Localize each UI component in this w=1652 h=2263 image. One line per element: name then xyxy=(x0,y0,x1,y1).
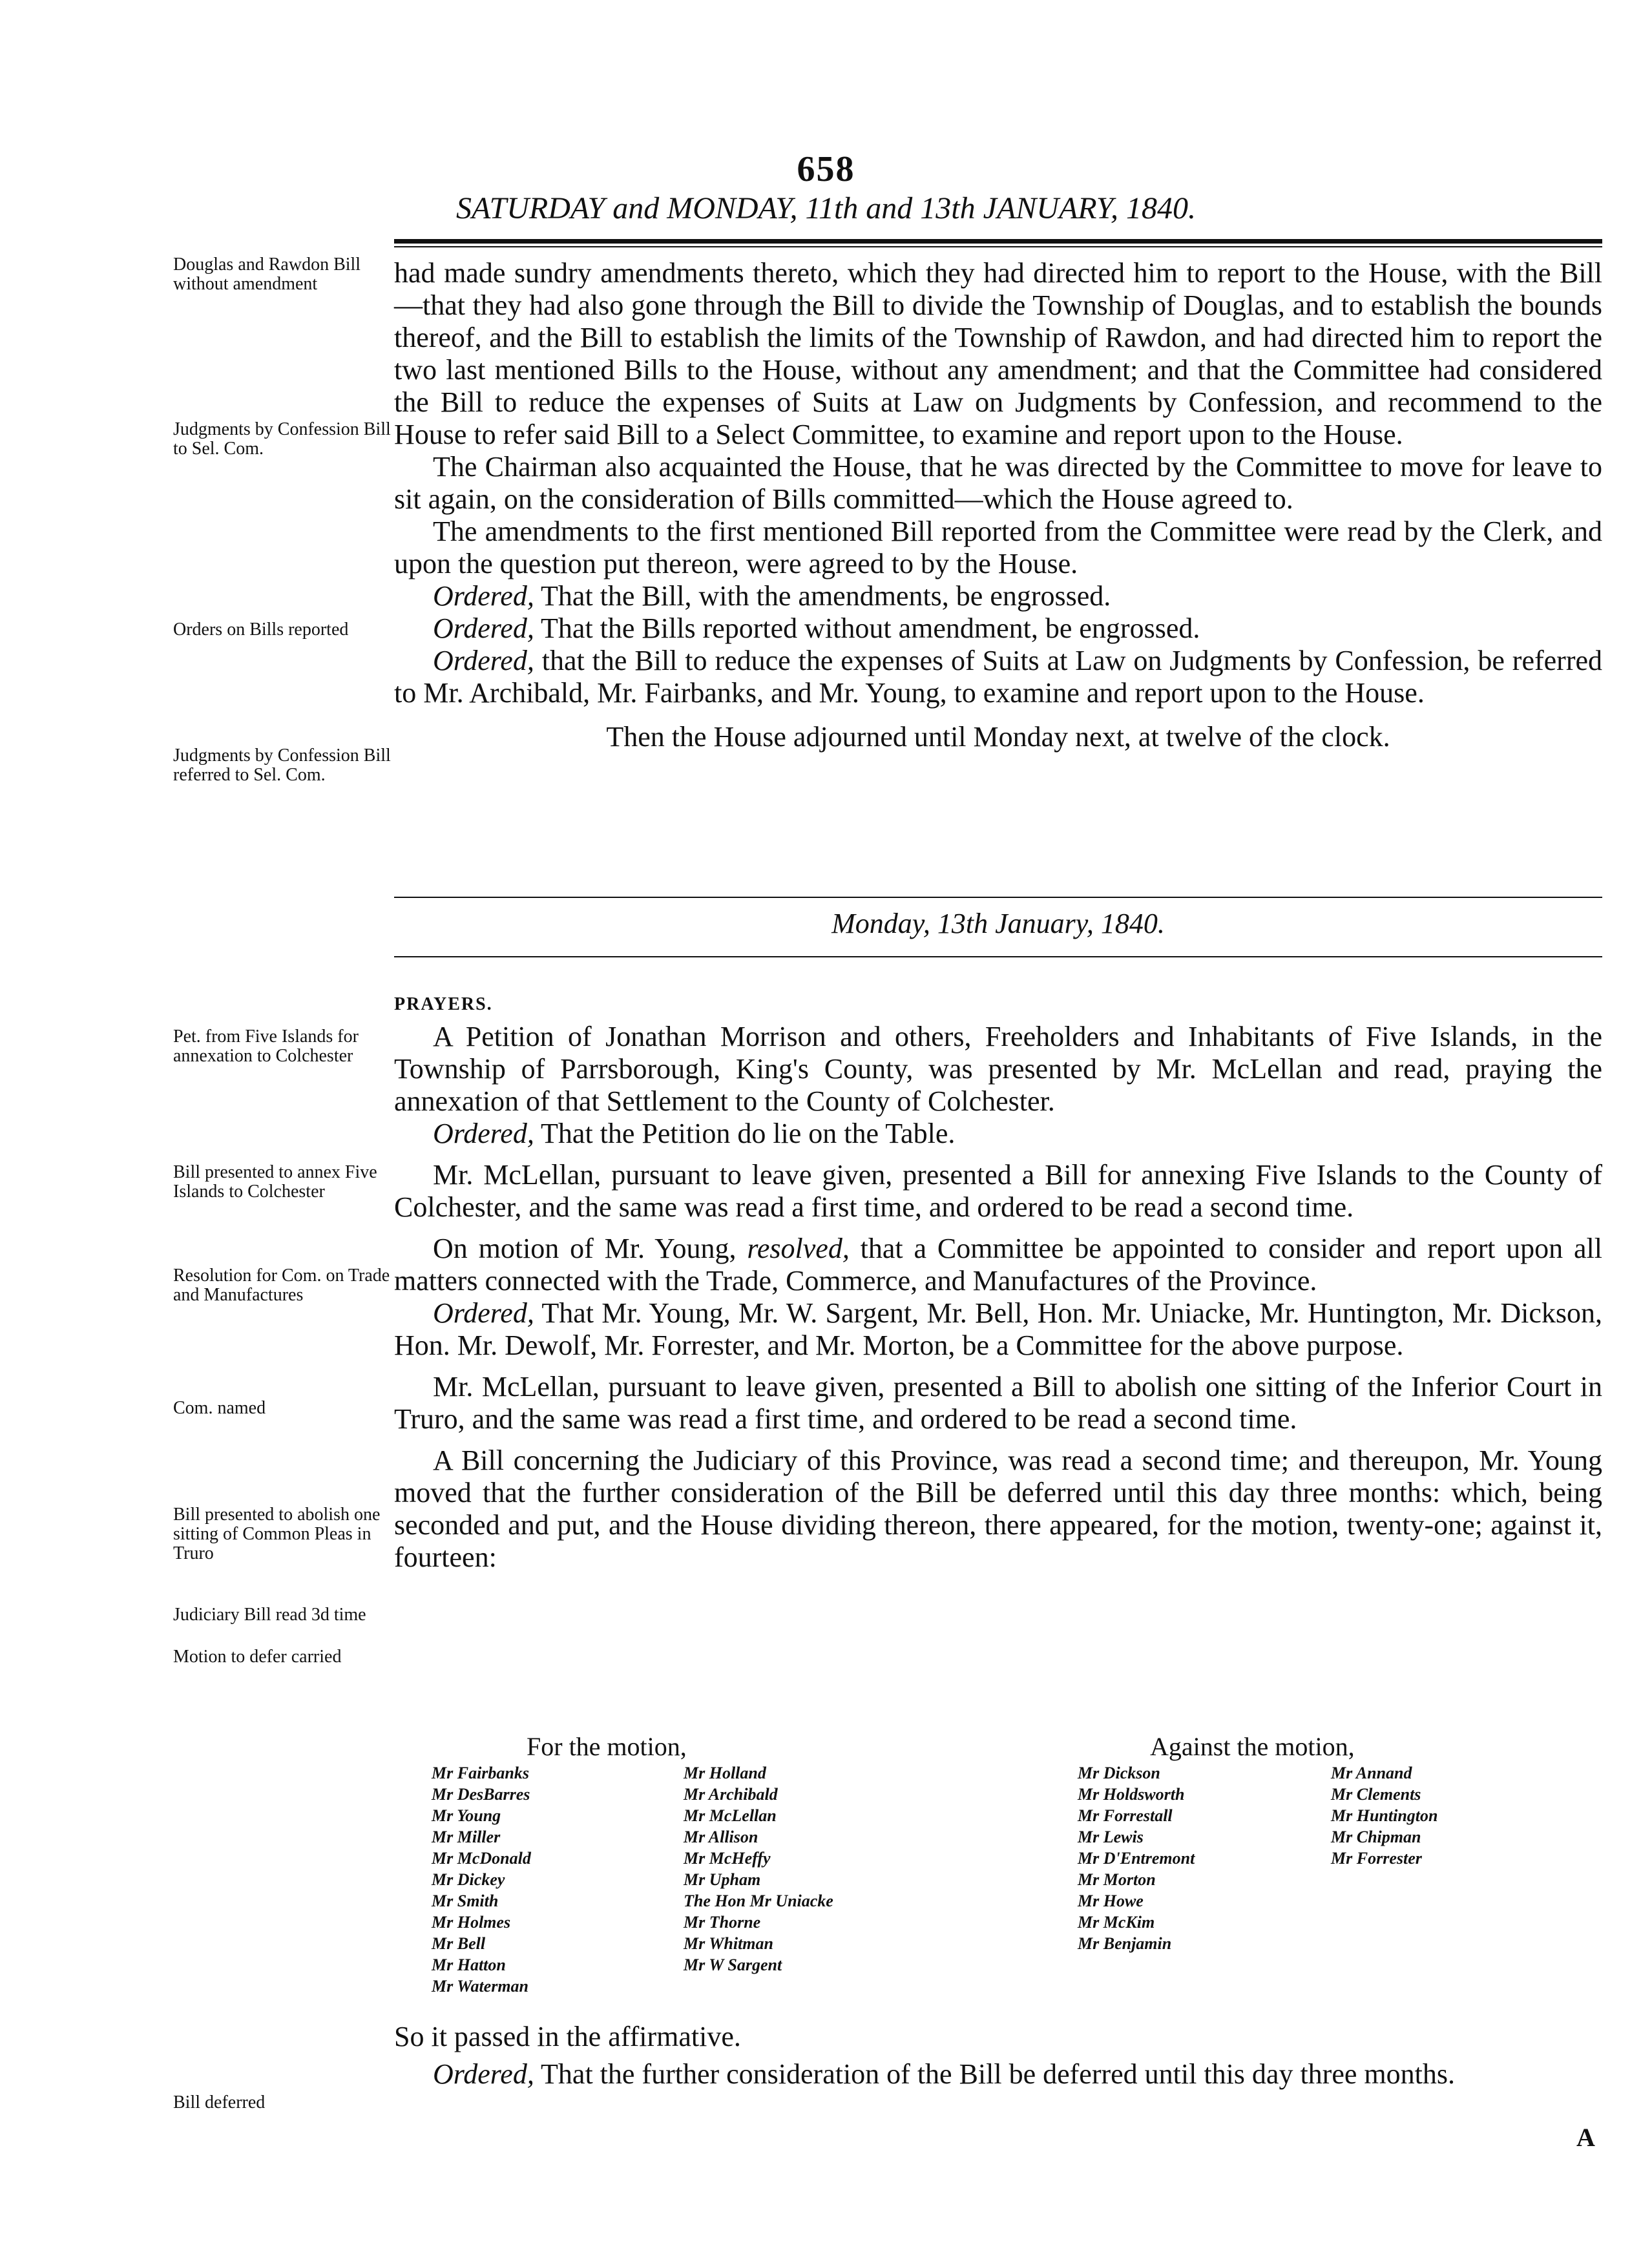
ordered-label: Ordered, xyxy=(433,645,534,676)
member-name: Mr Forrester xyxy=(1331,1849,1422,1868)
member-name: Mr Huntington xyxy=(1331,1806,1438,1825)
member-name: Mr Archibald xyxy=(684,1785,778,1804)
page-number: 658 xyxy=(797,149,855,189)
member-name: Mr Forrestall xyxy=(1078,1806,1173,1825)
member-name: Mr Chipman xyxy=(1331,1828,1421,1846)
against-motion-heading: Against the motion, xyxy=(1150,1732,1355,1761)
for-list-col-1 xyxy=(432,1762,531,1997)
paragraph: A Petition of Jonathan Morrison and others, Freeholders and Inhabitants of Five Islands, in the Township of Parrsborough, King's County, was presented by Mr. McLellan and read, praying the annexation of that Settlement to the County of Colchester. xyxy=(394,1021,1602,1117)
member-name: Mr Benjamin xyxy=(1078,1934,1172,1953)
section-rule xyxy=(394,897,1602,898)
member-name: Mr Morton xyxy=(1078,1870,1156,1889)
member-name: Mr Whitman xyxy=(684,1934,773,1953)
for-motion-heading: For the motion, xyxy=(527,1732,687,1761)
member-name: Mr Lewis xyxy=(1078,1828,1144,1846)
closing-proceedings xyxy=(394,2021,1602,2091)
saturday-proceedings xyxy=(394,257,1602,753)
paragraph: A Bill concerning the Judiciary of this Province, was read a second time; and thereupon, Mr. Young moved that the further consideration of the Bill be deferred until this day three months: which, being seconded and put, and the House dividing thereon, there appeared, for the motion, twenty-one; against it, fourteen: xyxy=(394,1444,1602,1573)
paragraph: Ordered, That the Petition do lie on the Table. xyxy=(433,1118,956,1149)
margin-note: Bill presented to annex Five Islands to Colchester xyxy=(173,1162,377,1202)
margin-note: Judgments by Confession Bill to Sel. Com. xyxy=(173,419,391,459)
header-rule-thick xyxy=(394,239,1602,244)
page-header: SATURDAY and MONDAY, 11th and 13th JANUARY, 1840. xyxy=(455,191,1196,225)
margin-note: Motion to defer carried xyxy=(173,1647,342,1667)
margin-note: Orders on Bills reported xyxy=(173,620,349,640)
ordered-label: Ordered, xyxy=(433,1297,534,1329)
member-name: The Hon Mr Uniacke xyxy=(684,1892,833,1910)
member-name: Mr McKim xyxy=(1078,1913,1155,1932)
against-list-col-1 xyxy=(1078,1762,1195,1954)
member-name: Mr Holmes xyxy=(432,1913,511,1932)
member-name: Mr Allison xyxy=(684,1828,758,1846)
member-name: Mr Clements xyxy=(1331,1785,1421,1804)
paragraph: The Chairman also acquainted the House, that he was directed by the Committee to move for leave to sit again, on the consideration of Bills committed—which the House agreed to. xyxy=(394,451,1602,515)
paragraph: Mr. McLellan, pursuant to leave given, presented a Bill for annexing Five Islands to the County of Colchester, and the same was read a first time, and ordered to be read a second time. xyxy=(394,1159,1602,1223)
paragraph: Mr. McLellan, pursuant to leave given, presented a Bill to abolish one sitting of the Inferior Court in Truro, and the same was read a first time, and ordered to be read a second time. xyxy=(394,1371,1602,1435)
margin-note: Com. named xyxy=(173,1398,266,1418)
member-name: Mr Dickson xyxy=(1078,1764,1160,1782)
member-name: Mr Waterman xyxy=(432,1977,529,1996)
member-name: Mr McLellan xyxy=(684,1806,777,1825)
member-name: Mr Dickey xyxy=(432,1870,505,1889)
member-name: Mr McDonald xyxy=(432,1849,531,1868)
paragraph: Ordered, that the Bill to reduce the expenses of Suits at Law on Judgments by Confession, be referred to Mr. Archibald, Mr. Fairbanks, and Mr. Young, to examine and report upon to the House. xyxy=(394,645,1602,709)
resolved-label: resolved, xyxy=(747,1233,850,1264)
paragraph: Ordered, That the Bills reported without amendment, be engrossed. xyxy=(433,612,1200,644)
member-name: Mr Annand xyxy=(1331,1764,1412,1782)
member-name: Mr DesBarres xyxy=(432,1785,530,1804)
member-name: Mr Hatton xyxy=(432,1955,506,1974)
ordered-label: Ordered, xyxy=(433,2058,534,2090)
member-name: Mr Miller xyxy=(432,1828,501,1846)
section-date: Monday, 13th January, 1840. xyxy=(831,908,1165,939)
member-name: Mr Howe xyxy=(1078,1892,1144,1910)
margin-note: Douglas and Rawdon Bill without amendment xyxy=(173,255,361,294)
member-name: Mr Thorne xyxy=(684,1913,761,1932)
paragraph: On motion of Mr. Young, resolved, that a Committee be appointed to consider and report upon all matters connected with the Trade, Commerce, and Manufactures of the Province. xyxy=(394,1233,1602,1297)
paragraph: Ordered, That the further consideration of the Bill be deferred until this day three months. xyxy=(433,2058,1455,2090)
adjournment: Then the House adjourned until Monday next, at twelve of the clock. xyxy=(606,721,1390,753)
member-name: Mr Bell xyxy=(432,1934,486,1953)
member-name: Mr McHeffy xyxy=(684,1849,771,1868)
paragraph: So it passed in the affirmative. xyxy=(394,2021,741,2052)
member-name: Mr Upham xyxy=(684,1870,761,1889)
margin-note: Bill deferred xyxy=(173,2092,266,2112)
ordered-label: Ordered, xyxy=(433,1118,534,1149)
member-name: Mr D'Entremont xyxy=(1078,1849,1195,1868)
paragraph: Ordered, That the Bill, with the amendments, be engrossed. xyxy=(433,580,1111,612)
for-list-col-2 xyxy=(684,1762,833,1976)
member-name: Mr W Sargent xyxy=(684,1955,782,1974)
margin-note: Bill presented to abolish one sitting of Common Pleas in Truro xyxy=(173,1505,381,1563)
prayers-heading: PRAYERS. xyxy=(394,994,493,1014)
ordered-label: Ordered, xyxy=(433,580,534,612)
margin-note: Judiciary Bill read 3d time xyxy=(173,1605,366,1625)
against-list-col-2 xyxy=(1331,1762,1438,1869)
margin-note: Pet. from Five Islands for annexation to Colchester xyxy=(173,1027,359,1066)
margin-note: Resolution for Com. on Trade and Manufactures xyxy=(173,1266,390,1305)
member-name: Mr Fairbanks xyxy=(432,1764,529,1782)
member-name: Mr Smith xyxy=(432,1892,499,1910)
member-name: Mr Holland xyxy=(684,1764,766,1782)
paragraph: had made sundry amendments thereto, which they had directed him to report to the House, with the Bill—that they had also gone through the Bill to divide the Township of Douglas, and to establish the bounds thereof, and the Bill to establish the limits of the Township of Rawdon, and had directed him to report the two last mentioned Bills to the House, without any amendment; and that the Committee had considered the Bill to reduce the expenses of Suits at Law on Judgments by Confession, and recommend to the House to refer said Bill to a Select Committee, to examine and report upon to the House. xyxy=(394,257,1602,450)
header-rule-thin xyxy=(394,246,1602,247)
paragraph: Ordered, That Mr. Young, Mr. W. Sargent, Mr. Bell, Hon. Mr. Uniacke, Mr. Huntington, Mr. Dickson, Hon. Mr. Dewolf, Mr. Forrester, and Mr. Morton, be a Committee for the above purpose. xyxy=(394,1297,1602,1361)
paragraph: The amendments to the first mentioned Bill reported from the Committee were read by the Clerk, and upon the question put thereon, were agreed to by the House. xyxy=(394,516,1602,579)
section-rule xyxy=(394,956,1602,957)
member-name: Mr Young xyxy=(432,1806,501,1825)
margin-note: Judgments by Confession Bill referred to Sel. Com. xyxy=(173,746,391,785)
signature-mark: A xyxy=(1576,2123,1595,2152)
member-name: Mr Holdsworth xyxy=(1078,1785,1185,1804)
monday-proceedings xyxy=(394,988,1602,1574)
ordered-label: Ordered, xyxy=(433,612,534,644)
